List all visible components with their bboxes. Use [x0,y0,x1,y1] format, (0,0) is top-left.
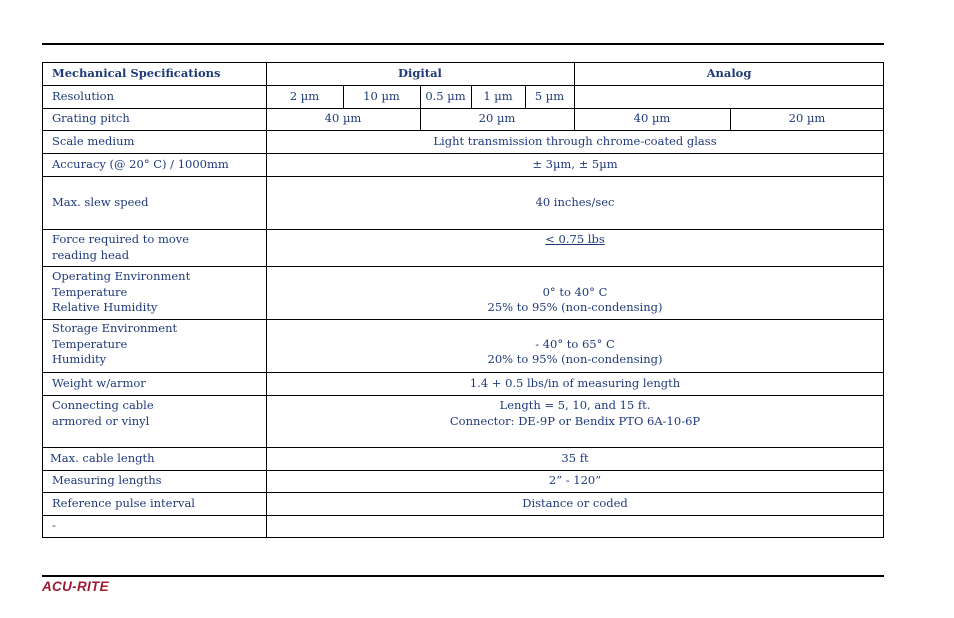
grating-pitch-value: 20 µm [478,111,516,126]
grating-pitch-value: 40 µm [324,111,362,126]
blank-row-label: - [52,518,56,533]
cable-label: Connecting cable [52,398,154,412]
grating-pitch-value: 40 µm [633,111,671,126]
digital-header: Digital [398,65,442,80]
storage-temperature-label: Temperature [52,337,128,351]
table-border-bottom [42,537,884,538]
operating-label: Operating Environment [52,269,191,283]
resolution-value: 5 µm [534,89,565,104]
cable-type-label: armored or vinyl [52,414,150,428]
resolution-divider [574,85,575,109]
resolution-value: 1 µm [483,89,513,104]
operating-temperature-label: Temperature [52,285,128,299]
slew-speed-value: 40 inches/sec [535,194,615,209]
storage-humidity-value: 20% to 95% (non-condensing) [487,352,663,366]
accuracy-label: Accuracy (@ 20° C) / 1000mm [52,156,229,171]
force-label: Force required to move [52,232,190,246]
measuring-lengths-value: 2” - 120” [548,473,602,488]
reference-pulse-label: Reference pulse interval [52,495,195,510]
weight-label: Weight w/armor [52,375,146,390]
force-value-text: < 0.75 lbs [545,232,605,246]
resolution-value: 10 µm [363,89,400,104]
table-title: Mechanical Specifications [52,65,221,80]
scale-medium-value: Light transmission through chrome-coated glass [433,133,717,148]
reference-pulse-value: Distance or coded [522,495,628,510]
row-divider [42,229,884,230]
scale-medium-label: Scale medium [52,133,135,148]
weight-value: 1.4 + 0.5 lbs/in of measuring length [469,375,681,390]
grating-pitch-value: 20 µm [788,111,826,126]
grating-pitch-label: Grating pitch [52,111,130,126]
bottom-rule [42,575,884,577]
cable-connector-value: Connector: DE-9P or Bendix PTO 6A-10-6P [449,414,701,428]
top-rule [42,43,884,45]
storage-temperature-value: - 40° to 65° C [535,337,615,351]
resolution-label: Resolution [52,89,115,104]
slew-speed-label: Max. slew speed [52,194,149,209]
row-divider [42,319,884,320]
storage-humidity-label: Humidity [52,352,107,366]
accuracy-value: ± 3µm, ± 5µm [532,156,618,171]
resolution-value: 2 µm [289,89,320,104]
max-cable-length-value: 35 ft [561,450,589,465]
operating-humidity-value: 25% to 95% (non-condensing) [487,300,663,314]
resolution-value: 0.5 µm [425,89,466,104]
operating-temperature-value: 0° to 40° C [542,285,608,299]
force-value [266,232,884,248]
row-divider [42,266,884,267]
measuring-lengths-label: Measuring lengths [52,473,162,488]
max-cable-length-label: Max. cable length [50,450,155,465]
analog-header: Analog [706,65,752,80]
force-label: reading head [52,248,130,262]
acu-rite-logo: ACU-RITE [42,579,109,594]
operating-humidity-label: Relative Humidity [52,300,158,314]
cable-length-value: Length = 5, 10, and 15 ft. [499,398,651,412]
storage-label: Storage Environment [52,321,178,335]
row-divider [42,395,884,396]
